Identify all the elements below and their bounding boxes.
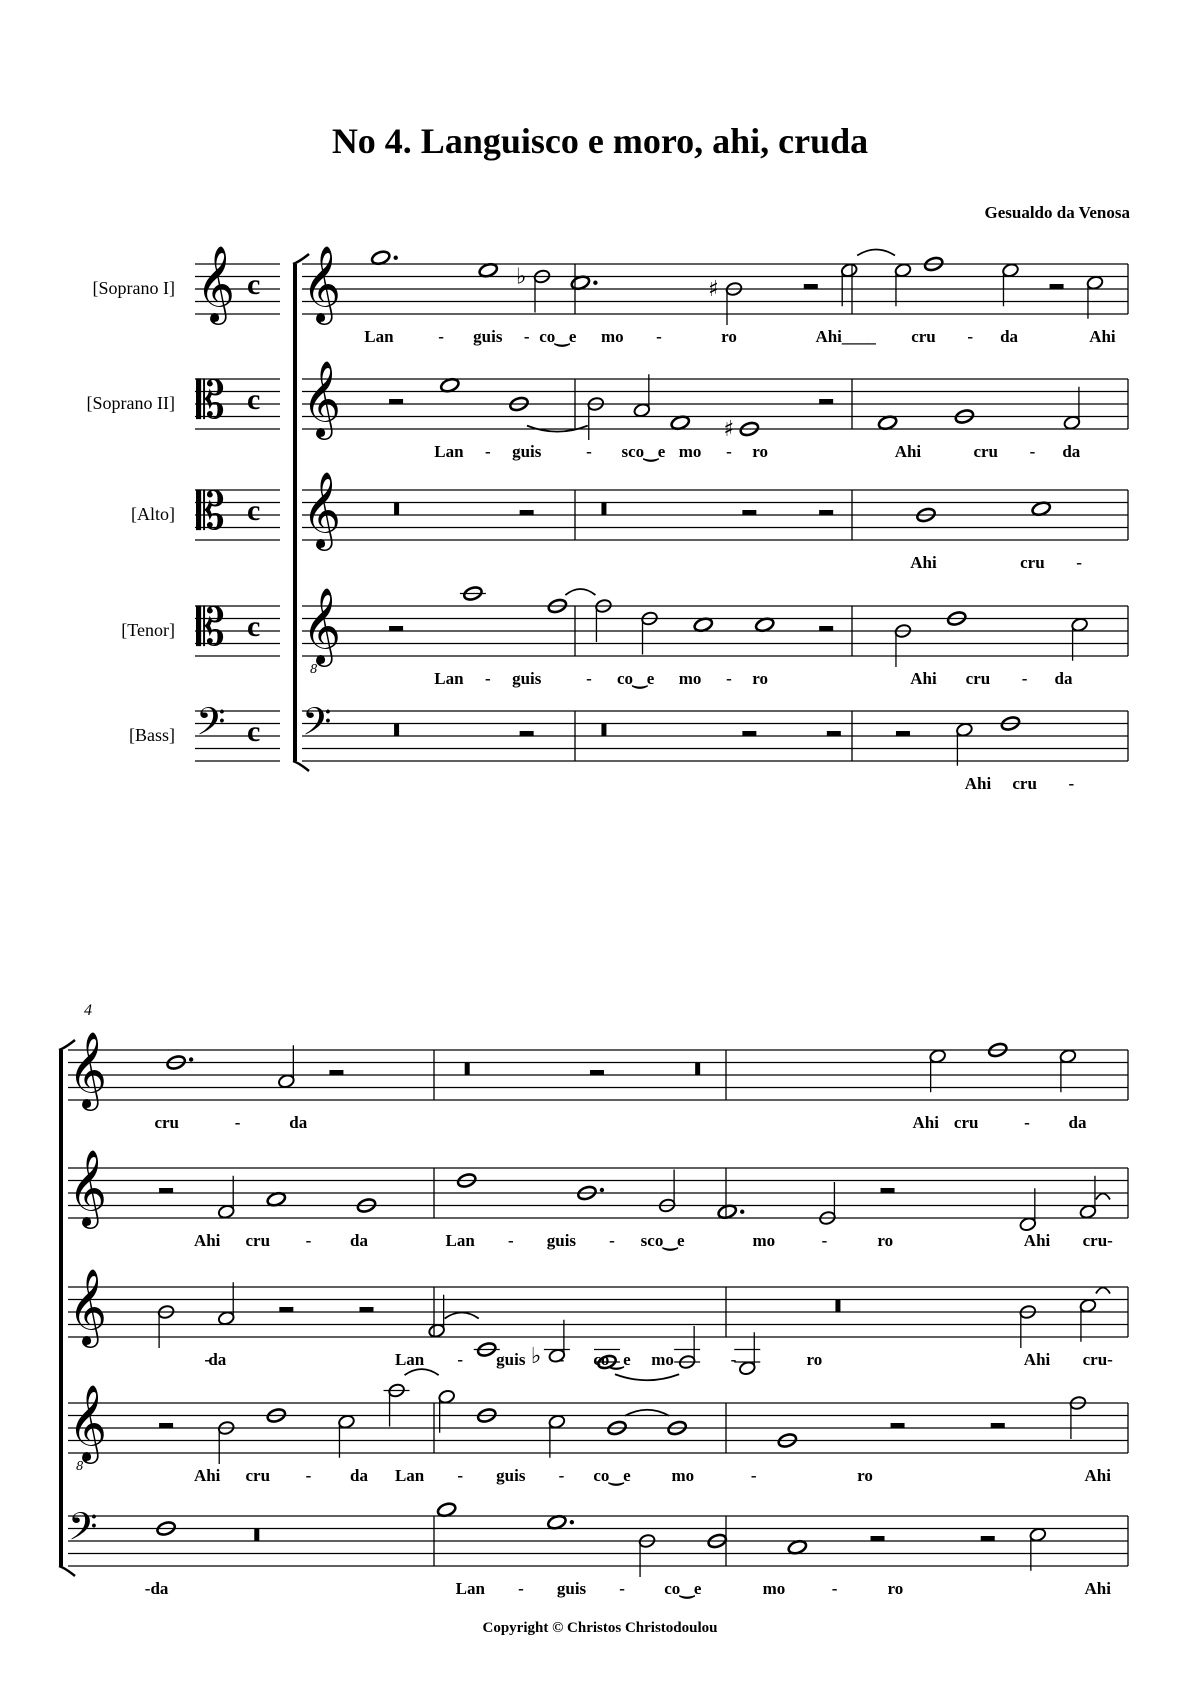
lyric-syllable: -	[821, 1231, 828, 1250]
lyric-syllable: co‿e	[617, 669, 655, 688]
treble-clef-icon: 𝄞	[302, 471, 342, 548]
half-note	[1059, 1049, 1077, 1064]
half-rest	[881, 1188, 895, 1193]
lyric-syllable: Ahi	[1089, 327, 1116, 346]
half-note	[1019, 1217, 1037, 1232]
lyric-syllable: -	[558, 1350, 565, 1369]
lyric-syllable: -	[234, 1113, 241, 1132]
time-signature: c	[247, 494, 261, 527]
tie	[625, 1410, 669, 1416]
lyric-syllable: mo	[600, 327, 624, 346]
lyric-syllable: da	[1054, 669, 1073, 688]
lyric-syllable: cru	[1020, 553, 1045, 572]
half-rest	[520, 731, 534, 736]
half-note	[929, 1049, 947, 1064]
breve-rest	[601, 724, 606, 737]
lyric-syllable: Lan	[445, 1231, 475, 1250]
augmentation-dot	[593, 281, 597, 285]
lyric-syllable: ro	[752, 442, 768, 461]
lyric-syllable: -	[438, 327, 444, 346]
breve-rest	[465, 1063, 470, 1076]
half-rest	[159, 1423, 173, 1428]
tie	[1096, 1194, 1110, 1200]
page-title: No 4. Languisco e moro, ahi, cruda	[331, 121, 869, 161]
lyric-syllable: guis	[546, 1231, 577, 1250]
half-note	[217, 1204, 235, 1219]
lyric-syllable: -	[967, 327, 974, 346]
lyric-syllable: Lan	[455, 1579, 485, 1598]
lyric-syllable: da	[1062, 442, 1081, 461]
lyric-syllable: -	[484, 442, 491, 461]
system-2	[59, 1002, 1128, 1599]
breve-rest	[254, 1529, 259, 1542]
half-note	[1063, 415, 1081, 430]
lyric-syllable: -	[1076, 553, 1082, 572]
half-note	[277, 1074, 295, 1089]
lyric-syllable: -	[726, 669, 732, 688]
lyric-syllable: mo	[651, 1350, 674, 1369]
half-rest	[742, 731, 756, 736]
half-rest	[1050, 284, 1064, 289]
lyric-syllable: -	[831, 1579, 838, 1598]
copyright-notice: Copyright © Christos Christodoulou	[482, 1620, 718, 1636]
lyric-syllable: mo	[671, 1466, 695, 1485]
lyric-syllable: -da	[144, 1579, 169, 1598]
lyric-syllable: Ahi	[910, 669, 937, 688]
lyric-syllable: Ahi	[1023, 1231, 1051, 1250]
lyric-syllable: guis	[556, 1579, 587, 1598]
lyric-syllable: -	[305, 1466, 312, 1485]
half-rest	[991, 1423, 1005, 1428]
half-rest	[742, 510, 756, 515]
half-note	[1002, 263, 1020, 278]
breve-rest	[394, 503, 399, 516]
lyric-syllable: cru	[953, 1113, 979, 1132]
lyric-syllable: co‿e	[539, 327, 577, 346]
lyric-syllable: da	[289, 1113, 308, 1132]
voice-label: [Tenor]	[121, 620, 175, 640]
half-rest	[819, 626, 833, 631]
treble-clef-icon: 𝄞	[68, 1268, 108, 1345]
lyric-syllable: -	[1029, 442, 1036, 461]
lyric-syllable: Ahi	[964, 774, 992, 793]
half-rest	[891, 1423, 905, 1428]
lyric-syllable: Ahi____	[815, 327, 876, 346]
lyric-syllable: -	[457, 1350, 464, 1369]
lyric-syllable: Ahi	[193, 1466, 221, 1485]
lyric-syllable: da	[350, 1231, 368, 1250]
lyric-syllable: -	[507, 1231, 514, 1250]
lyric-syllable: Ahi	[193, 1231, 221, 1250]
augmentation-dot	[740, 1210, 744, 1214]
half-note	[955, 722, 973, 737]
lyric-syllable: -	[730, 1350, 737, 1369]
lyric-syllable: da	[350, 1466, 368, 1485]
tie	[405, 1369, 439, 1375]
lyric-syllable: co‿e	[593, 1350, 631, 1369]
lyric-syllable: cru-	[1082, 1231, 1113, 1250]
lyric-syllable: -	[586, 669, 592, 688]
lyric-syllable: da	[208, 1350, 227, 1369]
lyric-syllable: Lan	[394, 1466, 425, 1485]
lyric-syllable: -	[656, 327, 662, 346]
lyric-syllable: ro	[752, 669, 768, 688]
augmentation-dot	[394, 256, 398, 260]
half-rest	[389, 399, 403, 404]
lyric-syllable: cru	[911, 327, 936, 346]
lyric-syllable: -	[305, 1231, 312, 1250]
lyric-syllable: cru	[1012, 774, 1037, 793]
treble-clef-icon: 𝄞	[68, 1384, 108, 1461]
treble-clef-icon: 𝄞	[302, 360, 342, 437]
lyric-syllable: sco‿e	[621, 442, 666, 461]
time-signature: c	[247, 715, 261, 748]
half-note	[633, 403, 651, 418]
voice-label: [Bass]	[129, 725, 175, 745]
half-rest	[819, 510, 833, 515]
sharp-icon: ♯	[708, 277, 719, 302]
half-note	[1079, 1204, 1097, 1219]
c-clef-icon: 𝄡	[196, 598, 226, 658]
half-rest	[819, 399, 833, 404]
lyric-syllable: -	[726, 442, 732, 461]
lyric-syllable: mo	[752, 1231, 776, 1250]
half-note	[1029, 1527, 1047, 1542]
lyric-syllable: Ahi	[1023, 1350, 1051, 1369]
half-rest	[279, 1307, 293, 1312]
half-note	[438, 1389, 456, 1404]
lyric-syllable: Lan	[394, 1350, 425, 1369]
lyric-syllable: cru	[245, 1231, 271, 1250]
half-rest	[981, 1536, 995, 1541]
lyric-syllable: co‿e	[593, 1466, 631, 1485]
lyric-syllable: -	[750, 1466, 757, 1485]
bass-clef-icon: 𝄢	[68, 1504, 98, 1558]
half-rest	[827, 731, 841, 736]
lyric-syllable: ro	[806, 1350, 823, 1369]
half-rest	[896, 731, 910, 736]
half-rest	[389, 626, 403, 631]
half-rest	[159, 1188, 173, 1193]
breve-rest	[695, 1063, 700, 1076]
augmentation-dot	[600, 1188, 604, 1192]
lyric-syllable: -	[609, 1231, 615, 1250]
lyric-syllable: ro	[721, 327, 737, 346]
c-clef-icon: 𝄡	[196, 371, 226, 431]
bass-clef-icon: 𝄢	[302, 699, 332, 753]
bass-clef-icon: 𝄢	[196, 699, 226, 753]
lyric-syllable: cru	[154, 1113, 179, 1132]
lyric-syllable: da	[1000, 327, 1019, 346]
lyric-syllable: -	[518, 1579, 524, 1598]
lyric-syllable: -	[1068, 774, 1075, 793]
incipit-block	[87, 245, 280, 761]
augmentation-dot	[570, 1520, 574, 1524]
lyric-syllable: -	[586, 442, 592, 461]
lyric-syllable: Ahi	[910, 553, 937, 572]
treble-clef-icon: 𝄞	[68, 1031, 108, 1108]
half-note	[894, 263, 912, 278]
system-1	[293, 245, 1128, 793]
lyric-syllable: ro	[887, 1579, 904, 1598]
tie	[445, 1313, 479, 1319]
lyric-syllable: ro	[877, 1231, 894, 1250]
lyric-syllable: mo	[678, 442, 702, 461]
tie	[1096, 1288, 1110, 1294]
half-note	[1086, 275, 1104, 290]
composer-name: Gesualdo da Venosa	[984, 203, 1130, 222]
lyric-syllable: -	[619, 1579, 625, 1598]
time-signature: c	[247, 610, 261, 643]
lyric-syllable: -	[484, 669, 491, 688]
half-rest	[804, 284, 818, 289]
half-note	[738, 1361, 756, 1376]
lyric-syllable: co‿e	[664, 1579, 702, 1598]
sharp-icon: ♯	[723, 417, 735, 442]
half-rest	[329, 1070, 343, 1075]
breve-rest	[835, 1300, 840, 1313]
lyric-syllable: Lan	[434, 669, 464, 688]
half-note	[1071, 617, 1089, 632]
lyric-syllable: -	[1024, 1113, 1030, 1132]
lyric-syllable: cru	[973, 442, 999, 461]
lyric-syllable: -	[457, 1466, 464, 1485]
lyric-syllable: Ahi	[1084, 1579, 1111, 1598]
lyric-syllable: mo	[762, 1579, 786, 1598]
lyric-syllable: -	[204, 1350, 211, 1369]
lyric-syllable: ro	[857, 1466, 873, 1485]
lyric-syllable: mo	[678, 669, 702, 688]
half-rest	[360, 1307, 374, 1312]
lyric-syllable: cru	[245, 1466, 271, 1485]
lyric-syllable: guis	[512, 669, 542, 688]
half-rest	[590, 1070, 604, 1075]
lyric-syllable: guis	[512, 442, 542, 461]
lyric-syllable: sco‿e	[640, 1231, 685, 1250]
lyric-syllable: -	[1021, 669, 1028, 688]
tie	[615, 1374, 679, 1380]
voice-label: [Alto]	[131, 504, 175, 524]
treble-clef-icon: 𝄞	[196, 245, 236, 322]
treble-clef-icon: 𝄞	[68, 1149, 108, 1226]
time-signature: c	[247, 383, 261, 416]
lyric-syllable: Ahi	[894, 442, 922, 461]
lyric-syllable: da	[1068, 1113, 1087, 1132]
lyric-syllable: guis	[496, 1466, 526, 1485]
measure-number: 4	[84, 1002, 92, 1019]
lyric-syllable: cru	[965, 669, 991, 688]
augmentation-dot	[189, 1057, 193, 1061]
lyric-syllable: guis	[496, 1350, 526, 1369]
lyric-syllable: cru-	[1082, 1350, 1113, 1369]
breve-rest	[394, 724, 399, 737]
half-note	[428, 1323, 446, 1338]
half-note	[1079, 1298, 1097, 1313]
half-note	[840, 263, 858, 278]
octave-eight-mark: 8	[76, 1459, 84, 1473]
bracket-bottom-hook	[59, 1566, 75, 1576]
lyric-syllable: Lan	[434, 442, 464, 461]
half-note	[338, 1414, 356, 1429]
tie	[565, 589, 595, 595]
c-clef-icon: 𝄡	[196, 482, 226, 542]
octave-eight-mark: 8	[310, 662, 318, 676]
lyric-syllable: Ahi	[912, 1113, 939, 1132]
lyric-syllable: -	[523, 327, 530, 346]
flat-icon: ♭	[516, 264, 527, 290]
lyric-syllable: guis	[473, 327, 503, 346]
flat-icon: ♭	[530, 1343, 542, 1369]
voice-label: [Soprano II]	[86, 393, 175, 413]
voice-label: [Soprano I]	[92, 278, 175, 298]
half-rest	[520, 510, 534, 515]
bracket-bottom-hook	[293, 761, 309, 771]
lyric-syllable: -	[558, 1466, 565, 1485]
breve-rest	[601, 503, 606, 516]
lyric-syllable: Lan	[364, 327, 394, 346]
lyric-syllable: Ahi	[1084, 1466, 1111, 1485]
half-rest	[871, 1536, 885, 1541]
treble-clef-icon: 𝄞	[302, 587, 342, 664]
half-note	[217, 1311, 235, 1326]
tie	[857, 250, 895, 256]
treble-clef-icon: 𝄞	[302, 245, 342, 322]
time-signature: c	[247, 268, 261, 301]
half-note	[548, 1414, 566, 1429]
